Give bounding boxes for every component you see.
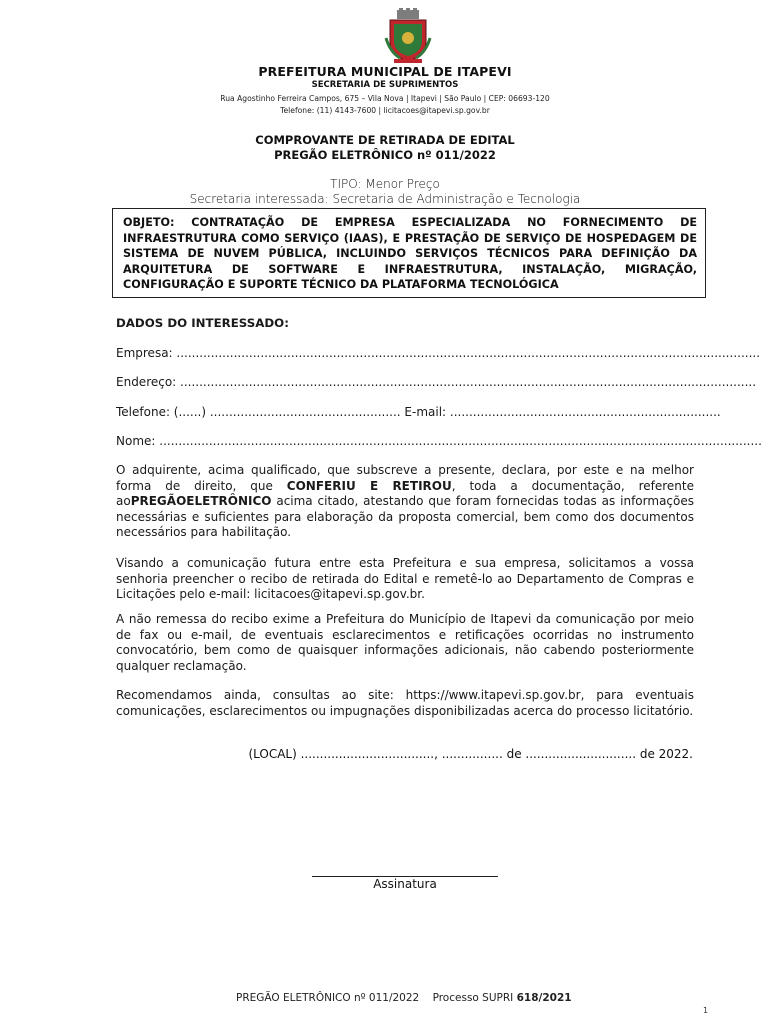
communication-paragraph: Visando a comunicação futura entre esta Prefeitura e sua empresa, solicitamos a vossa senhoria preencher o recibo de retirada do Edital e remetê-lo ao Departamento de Compras e Licitações pelo e-mail: licitacoes@itapevi.sp.gov.br. xyxy=(116,556,694,601)
document-subtitle: PREGÃO ELETRÔNICO nº 011/2022 xyxy=(274,148,496,162)
p1-text-a: O adquirente, acima qualificado, que subscreve a presente, declara, por este e na melhor forma de direito, que xyxy=(116,463,694,493)
endereco-field: Endereço: ....................................................................................................................................................... xyxy=(116,375,757,389)
p1-text-e: acima citado, atestando que foram fornecidas todas as informações necessárias e suficientes para elaboração da proposta comercial, bem como dos documentos necessários para habilitação. xyxy=(116,494,694,539)
p1-emphasis-pregao: PREGÃOELETRÔNICO xyxy=(130,494,272,508)
objeto-box: OBJETO: CONTRATAÇÃO DE EMPRESA ESPECIALIZADA NO FORNECIMENTO DE INFRAESTRUTURA COMO SERVIÇO (IAAS), E PRESTAÇÃO DE SERVIÇO DE HOSPEDAGEM DE SISTEMA DE NUVEM PÚBLICA, INCLUINDO SERVIÇOS TÉCNICOS PARA DEFINIÇÃO DA ARQUITETURA DE SOFTWARE E INFRAESTRUTURA, INSTALAÇÃO, MIGRAÇÃO, CONFIGURAÇÃO E SUPORTE TÉCNICO DA PLATAFORMA TECNOLÓGICA xyxy=(112,208,706,298)
recommendation-paragraph: Recomendamos ainda, consultas ao site: https://www.itapevi.sp.gov.br, para eventuais comunicações, esclarecimentos ou impugnações disponibilizadas acerca do processo licitatório. xyxy=(116,688,694,718)
org-subtitle: SECRETARIA DE SUPRIMENTOS xyxy=(311,80,459,90)
nome-field: Nome: .............................................................................................................................................................. xyxy=(116,434,762,448)
disclaimer-paragraph: A não remessa do recibo exime a Prefeitura do Município de Itapevi da comunicação por meio de fax ou e-mail, de eventuais esclarecimentos e retificações ocorridas no instrumento convocatório, bem como de quaisquer informações adicionais, não cabendo posteriormente qualquer reclamação. xyxy=(116,612,694,673)
dados-heading: DADOS DO INTERESSADO: xyxy=(116,316,289,330)
tipo-line: TIPO: Menor Preço xyxy=(330,177,440,191)
p1-emphasis-conferiu: CONFERIU E RETIROU xyxy=(286,478,452,493)
local-date-line: (LOCAL) ..................................., ................ de ............................. de 2022. xyxy=(248,747,693,761)
signature-label: Assinatura xyxy=(373,877,437,891)
org-contact: Telefone: (11) 4143-7600 | licitacoes@itapevi.sp.gov.br xyxy=(280,106,490,115)
coat-of-arms-icon xyxy=(384,8,432,64)
document-title: COMPROVANTE DE RETIRADA DE EDITAL xyxy=(255,133,515,147)
org-title: PREFEITURA MUNICIPAL DE ITAPEVI xyxy=(258,64,512,79)
empresa-field: Empresa: ......................................................................................................................................................... xyxy=(116,346,761,360)
page-footer xyxy=(236,992,572,1004)
org-address: Rua Agostinho Ferreira Campos, 675 – Vila Nova | Itapevi | São Paulo | CEP: 06693-120 xyxy=(220,94,550,103)
page-number: 1 xyxy=(703,1006,709,1015)
footer-processo-number: 618/2021 xyxy=(516,992,572,1004)
p1-text-c: , toda a documentação, referente ao xyxy=(116,478,694,508)
secretaria-line: Secretaria interessada: Secretaria de Administração e Tecnologia xyxy=(189,192,581,206)
declaration-paragraph xyxy=(116,463,694,541)
telefone-email-field: Telefone: (......) .................................................. E-mail: ....................................................................... xyxy=(116,405,721,419)
footer-pregao: PREGÃO ELETRÔNICO nº 011/2022 xyxy=(236,992,420,1004)
footer-processo-label: Processo SUPRI xyxy=(432,992,514,1004)
